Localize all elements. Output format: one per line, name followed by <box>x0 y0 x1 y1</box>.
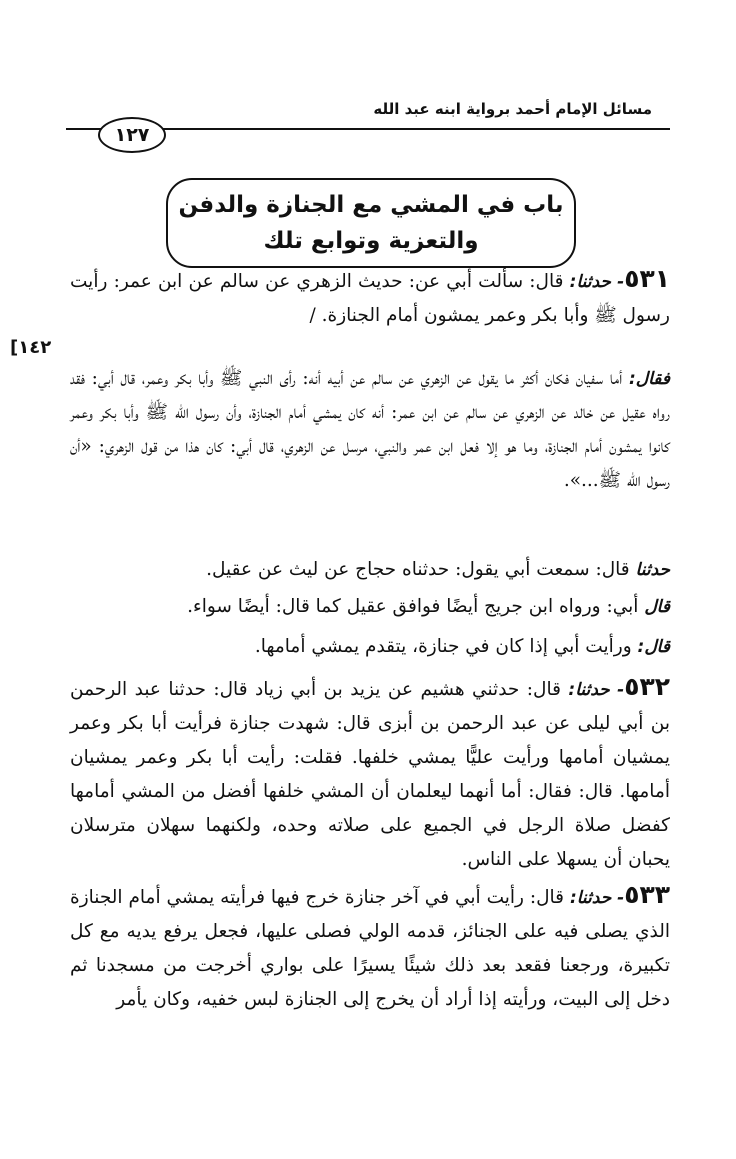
hadith-532 <box>70 670 670 877</box>
hadith-number: ٥٣٢ <box>624 672 670 701</box>
running-header: مسائل الإمام أحمد برواية ابنه عبد الله <box>373 100 652 118</box>
hadith-keyword: - حدثنا: <box>569 888 625 908</box>
narration-keyword: حدثنا <box>635 560 670 580</box>
hadith-number: ٥٣٣ <box>624 880 670 909</box>
hadith-keyword: - حدثنا: <box>568 680 625 700</box>
chapter-title-line-2: والتعزية وتوابع تلك <box>263 228 479 254</box>
commentary-text: أما سفيان فكان أكثر ما يقول عن الزهري عن سالم عن أبيه أنه: رأى النبي ﷺ وأبا بكر وعمر، قال أبي: فقد رواه عقيل عن خالد عن الزهري عن سالم عن ابن عمر: أنه كان يمشي أمام الجنازة، وأن رسول الله ﷺ وأبا بكر وعمر كانوا يمشون أمام الجنازة، وما هو إلا فعل ابن عمر والنبي، مرسل عن الزهري، قال أبي: كان هذا من قول الزهري: «أن رسول الله ﷺ...». <box>70 368 670 491</box>
hadith-text: قال: رأيت أبي في آخر جنازة خرج فيها فرأيته يمشي أمام الجنازة الذي يصلى فيه على الجنائز، قدمه الولي فصلى عليها، فجعل يرفع يديه مع كل تكبيرة، ورجعنا فقعد بعد ذلك شيئًا يسيرًا على بواري أخرجت من مسجدنا ثم دخل إلى البيت، ورأيته إذا أراد أن يخرج إلى الجنازة لبس خفيه، وكان يأمر <box>70 887 670 1010</box>
narration-text: قال: سمعت أبي يقول: حدثناه حجاج عن ليث عن عقيل. <box>206 559 630 580</box>
hadith-531 <box>70 262 670 333</box>
narration-line-a <box>120 553 670 587</box>
commentary-keyword: فقال: <box>628 369 670 389</box>
chapter-title-box <box>166 178 576 268</box>
narration-text: ورأيت أبي إذا كان في جنازة، يتقدم يمشي أمامها. <box>254 636 632 657</box>
margin-reference: ١٤٢] <box>10 337 52 358</box>
narration-keyword: قال <box>644 597 670 617</box>
narration-line-b <box>120 590 670 624</box>
narration-line-c <box>120 630 670 664</box>
hadith-text: قال: سألت أبي عن: حديث الزهري عن سالم عن ابن عمر: رأيت رسول ﷺ وأبا بكر وعمر يمشون أمام الجنازة. / <box>70 271 670 326</box>
narration-text: أبي: ورواه ابن جريج أيضًا فوافق عقيل كما قال: أيضًا سواء. <box>187 596 639 617</box>
hadith-text: قال: حدثني هشيم عن يزيد بن أبي زياد قال: حدثنا عبد الرحمن بن أبي ليلى عن عبد الرحمن بن أبزى قال: شهدت جنازة فرأيت أبا بكر وعمر يمشيان أمامها ورأيت عليًّا يمشي خلفها. فقلت: رأيت أبا بكر وعمر يمشيان أمامها. قال: فقال: أما أنهما ليعلمان أن المشي خلفها أفضل من المشي أمامها كفضل صلاة الرجل في الجميع على صلاته وحده، ولكنهما سهلان مترسلان يحبان أن يسهلا على الناس. <box>70 679 670 870</box>
hadith-533 <box>70 878 670 1017</box>
commentary-531 <box>70 362 670 498</box>
hadith-keyword: - حدثنا: <box>569 272 625 292</box>
narration-keyword: قال: <box>637 637 670 657</box>
chapter-title-line-1: باب في المشي مع الجنازة والدفن <box>178 192 564 218</box>
hadith-number: ٥٣١ <box>624 264 670 293</box>
page-number: ١٢٧ <box>98 117 166 153</box>
